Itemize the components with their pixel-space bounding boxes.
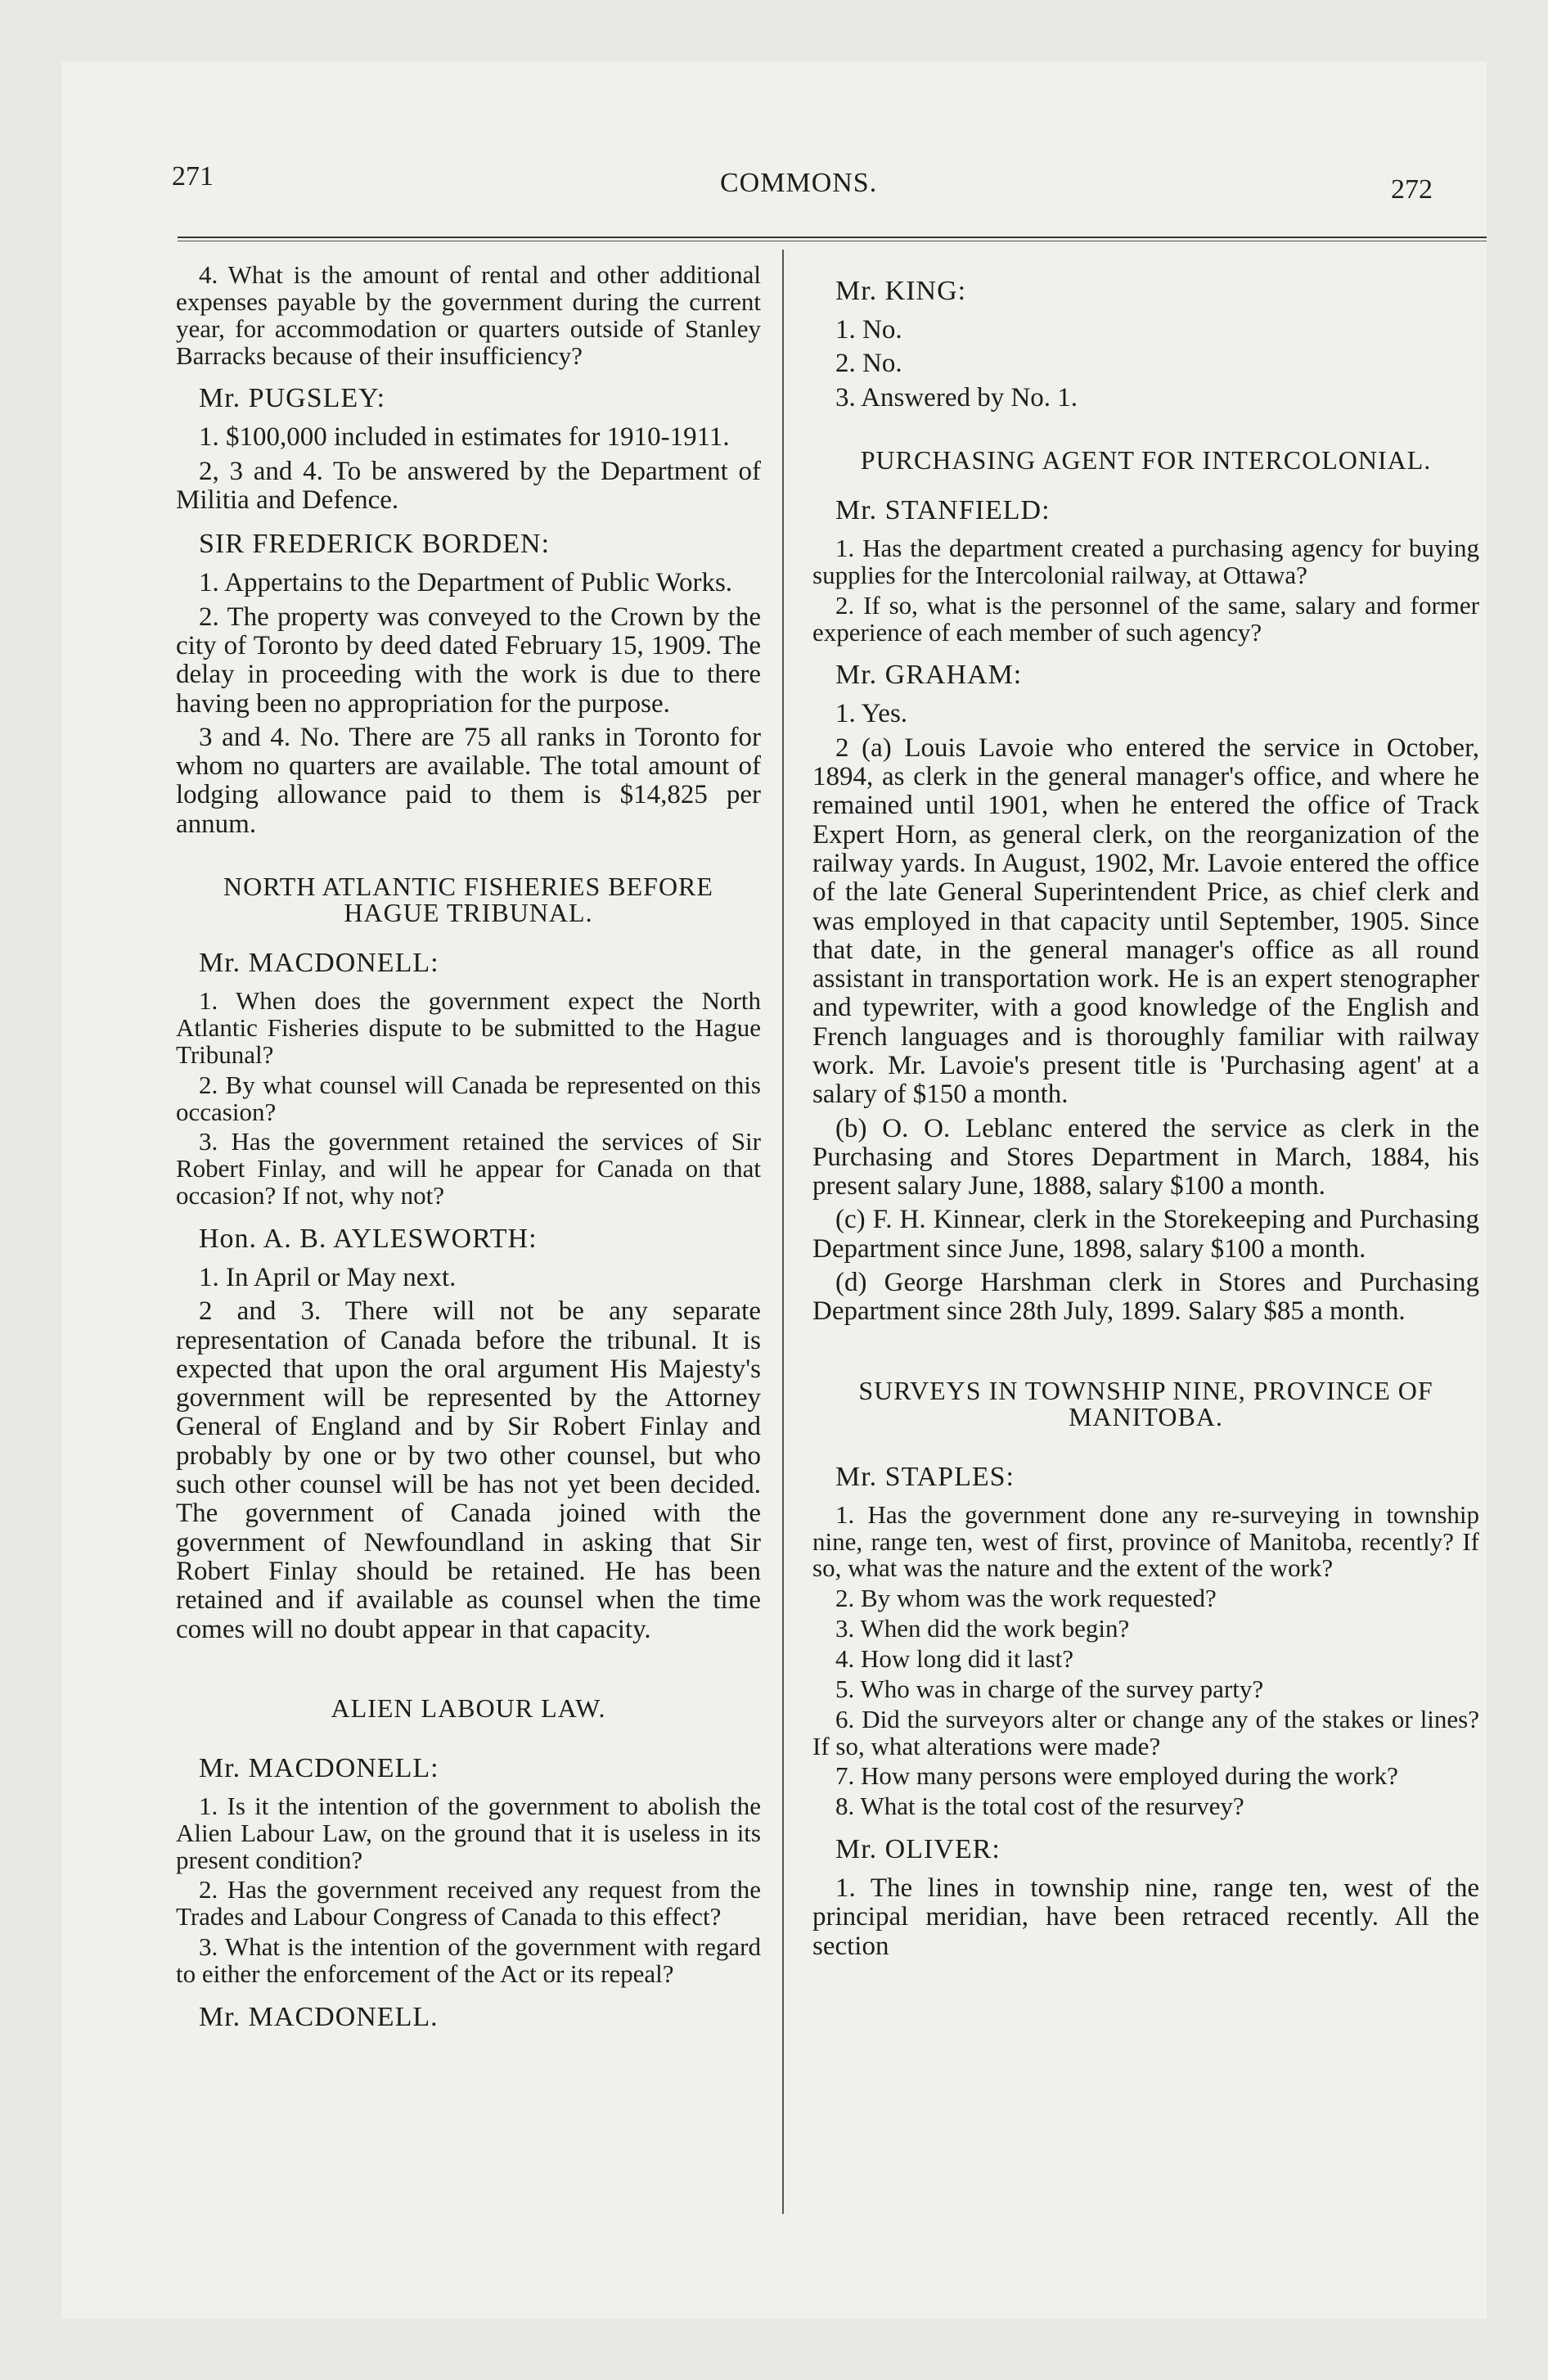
staples-question-6: 6. Did the surveyors alter or change any of the stakes or lines? If so, what alterations were made?: [812, 1704, 1479, 1760]
staples-question-7: 7. How many persons were employed during the work?: [835, 1761, 1398, 1791]
speaker-king: Mr. KING:: [835, 276, 967, 306]
aylesworth-answer-2: 2 and 3. There will not be any separate representation of Canada before the tribunal. It is expected that upon the oral argument His Majesty's government will be represented by the Attorney General of England and by Sir Robert Finlay and probably by one or by two other counsel, but who such other counsel will be has not yet been decided. The government of Canada joined with the government of Newfoundland in asking that Sir Robert Finlay should be retained. He has been retained and if available as counsel when the time comes will no doubt appear in that capacity.: [176, 1296, 761, 1644]
heading-surveys: SURVEYS IN TOWNSHIP NINE, PROVINCE OF MANITOBA.: [858, 1375, 1433, 1431]
staples-question-8: 8. What is the total cost of the resurvey?: [835, 1792, 1244, 1821]
borden-answer-2: 2. The property was conveyed to the Crown by the city of Toronto by deed dated February 15, 1909. The delay in proceeding with the work is due to there having been no appropriation for the purpose.: [176, 602, 761, 719]
running-head: COMMONS.: [720, 168, 878, 198]
graham-answer-2c: (c) F. H. Kinnear, clerk in the Storekeeping and Purchasing Department since June, 1898, salary $100 a month.: [812, 1205, 1479, 1264]
page-number-left: 271: [172, 161, 214, 192]
column-divider: [782, 250, 784, 2214]
speaker-pugsley: Mr. PUGSLEY:: [199, 383, 386, 414]
staples-question-3: 3. When did the work begin?: [835, 1614, 1130, 1643]
stanfield-question-1: 1. Has the department created a purchasing agency for buying supplies for the Intercolonial railway, at Ottawa?: [812, 533, 1479, 589]
page-number-right: 272: [1391, 174, 1433, 205]
alien-question-2: 2. Has the government received any request from the Trades and Labour Congress of Canada to this effect?: [176, 1875, 761, 1931]
king-answer-3: 3. Answered by No. 1.: [835, 382, 1078, 412]
answer-1: 1. $100,000 included in estimates for 1910-1911.: [199, 422, 730, 453]
staples-question-5: 5. Who was in charge of the survey party?: [835, 1674, 1264, 1703]
speaker-borden: SIR FREDERICK BORDEN:: [199, 529, 551, 560]
speaker-aylesworth: Hon. A. B. AYLESWORTH:: [199, 1223, 538, 1254]
speaker-macdonell: Mr. MACDONELL:: [199, 948, 439, 979]
question-4: 4. What is the amount of rental and other additional expenses payable by the government during the current year, for accommodation or quarters outside of Stanley Barracks because of their insufficiency?: [176, 260, 761, 370]
alien-question-3: 3. What is the intention of the government with regard to either the enforcement of the Act or its repeal?: [176, 1932, 761, 1989]
page: [61, 61, 1487, 2319]
fisheries-question-2: 2. By what counsel will Canada be represented on this occasion?: [176, 1070, 761, 1126]
king-answer-1: 1. No.: [835, 315, 902, 345]
speaker-stanfield: Mr. STANFIELD:: [835, 494, 1051, 525]
right-column: [812, 262, 1479, 1966]
stanfield-question-2: 2. If so, what is the personnel of the same, salary and former experience of each member of such agency?: [812, 590, 1479, 647]
alien-question-1: 1. Is it the intention of the government to abolish the Alien Labour Law, on the ground that it is useless in its present condition?: [176, 1791, 761, 1874]
speaker-macdonell: Mr. MACDONELL:: [199, 1752, 439, 1783]
speaker-graham: Mr. GRAHAM:: [835, 660, 1023, 691]
staples-question-1: 1. Has the government done any re-surveying in township nine, range ten, west of first, province of Manitoba, recently? If so, what was the nature and the extent of the work?: [812, 1499, 1479, 1583]
heading-fisheries: NORTH ATLANTIC FISHERIES BEFORE HAGUE TRIBUNAL.: [223, 872, 713, 928]
graham-answer-1: 1. Yes.: [835, 699, 908, 729]
staples-question-4: 4. How long did it last?: [835, 1643, 1074, 1673]
left-column: [176, 262, 761, 2042]
borden-answer-1: 1. Appertains to the Department of Public Works.: [199, 568, 733, 598]
header-rule: [178, 237, 1487, 241]
speaker-oliver: Mr. OLIVER:: [835, 1834, 1001, 1865]
speaker-macdonell: Mr. MACDONELL.: [199, 2001, 439, 2032]
aylesworth-answer-1: 1. In April or May next.: [199, 1263, 457, 1292]
king-answer-2: 2. No.: [835, 349, 902, 379]
fisheries-question-3: 3. Has the government retained the services of Sir Robert Finlay, and will he appear for Canada on that occasion? If not, why not?: [176, 1127, 761, 1210]
staples-question-2: 2. By whom was the work requested?: [835, 1584, 1217, 1613]
fisheries-question-1: 1. When does the government expect the North Atlantic Fisheries dispute to be submitted to the Hague Tribunal?: [176, 986, 761, 1069]
borden-answer-3: 3 and 4. No. There are 75 all ranks in Toronto for whom no quarters are available. The total amount of lodging allowance paid to them is $14,825 per annum.: [176, 722, 761, 839]
heading-purchasing-agent: PURCHASING AGENT FOR INTERCOLONIAL.: [860, 444, 1432, 475]
graham-answer-2b: (b) O. O. Leblanc entered the service as clerk in the Purchasing and Stores Department in March, 1884, his present salary June, 1888, salary $100 a month.: [812, 1113, 1479, 1201]
speaker-staples: Mr. STAPLES:: [835, 1461, 1015, 1492]
answer-2: 2, 3 and 4. To be answered by the Department of Militia and Defence.: [176, 456, 761, 516]
oliver-answer-1: 1. The lines in township nine, range ten, west of the principal meridian, have been retraced recently. All the section: [812, 1873, 1479, 1961]
graham-answer-2a: 2 (a) Louis Lavoie who entered the service in October, 1894, as clerk in the general manager's office, and where he remained until 1901, when he entered the office of Track Expert Horn, as general clerk, on the reorganization of the railway yards. In August, 1902, Mr. Lavoie entered the office of the late General Superintendent Price, as chief clerk and was employed in that capacity until September, 1905. Since that date, in the general manager's office as all round assistant in transportation work. He is an expert stenographer and typewriter, with a good knowledge of the English and French languages and is thoroughly familiar with railway work. Mr. Lavoie's present title is 'Purchasing agent' at a salary of $150 a month.: [812, 732, 1479, 1110]
graham-answer-2d: (d) George Harshman clerk in Stores and Purchasing Department since 28th July, 1899. Salary $85 a month.: [812, 1268, 1479, 1327]
heading-alien-labour: ALIEN LABOUR LAW.: [331, 1693, 606, 1723]
